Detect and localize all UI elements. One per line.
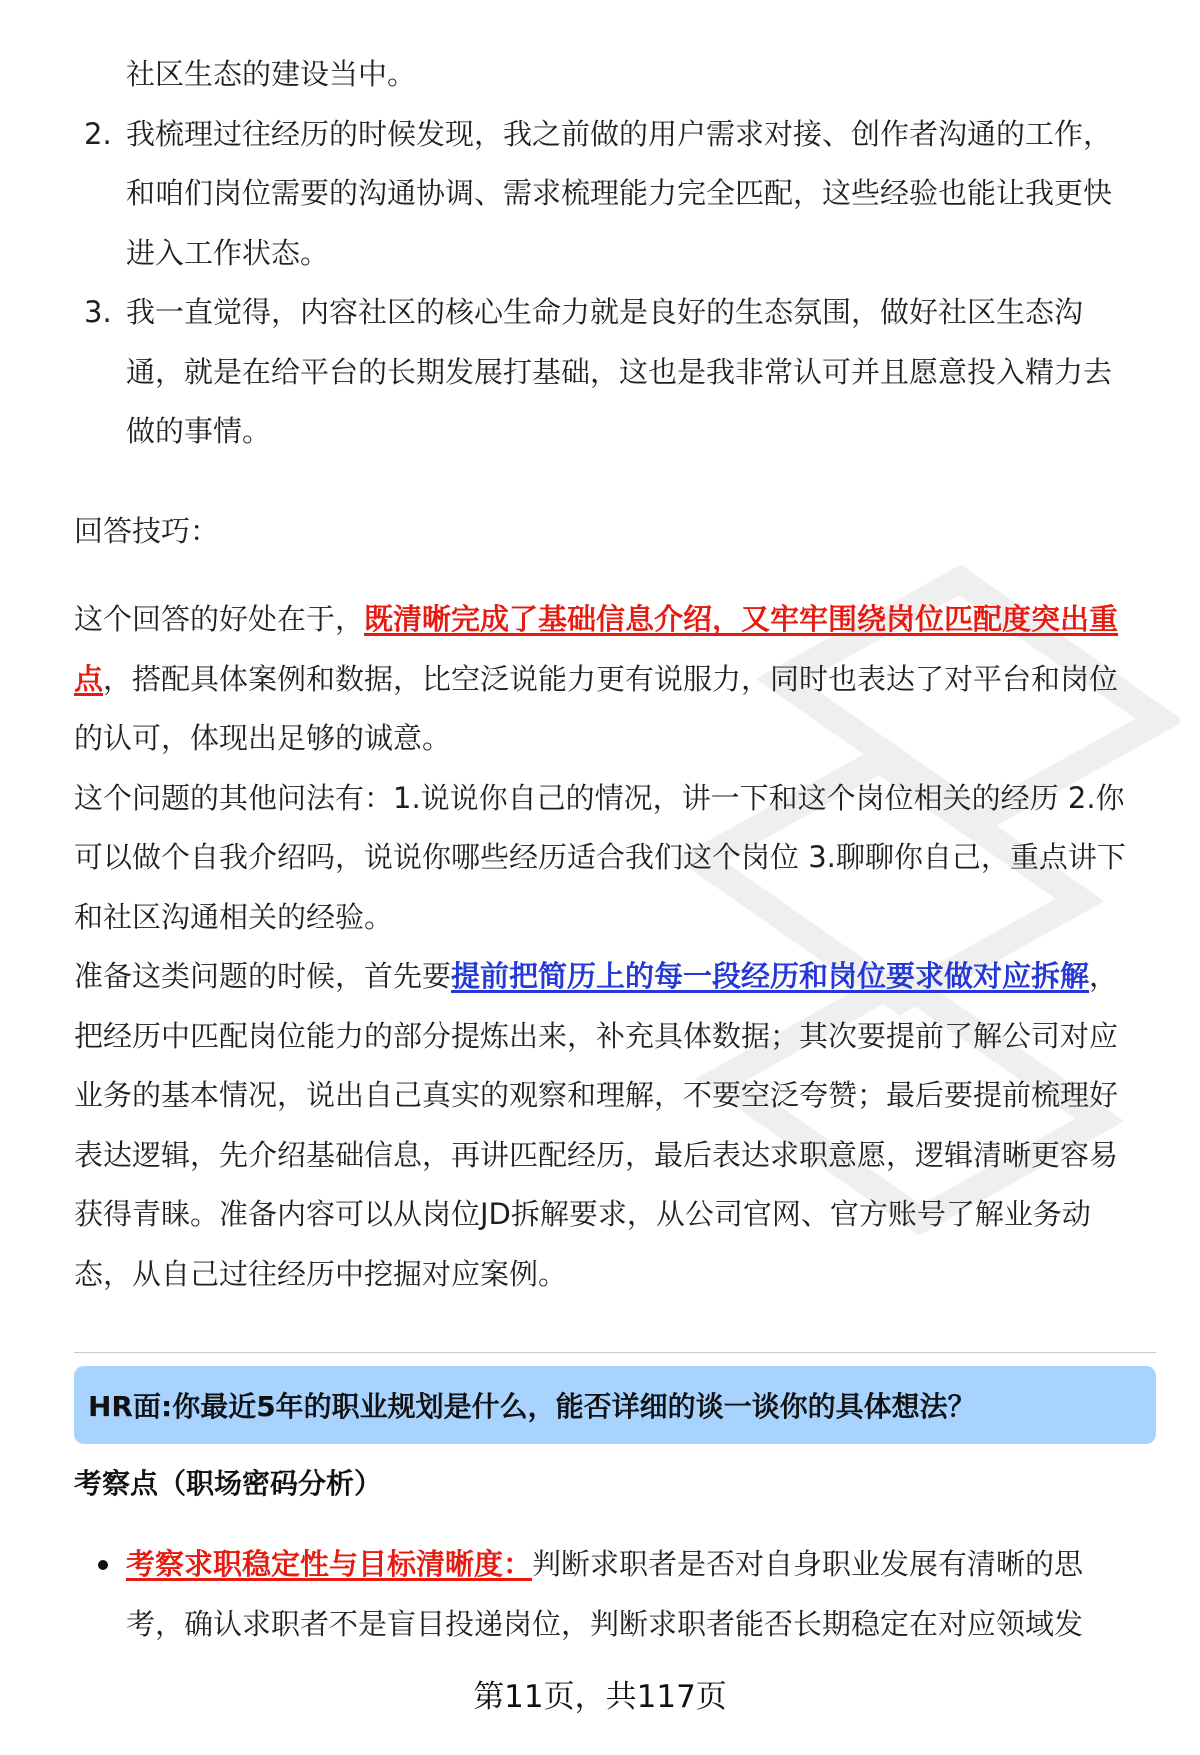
paragraph-line: 可以做个自我介绍吗，说说你哪些经历适合我们这个岗位 3.聊聊你自己，重点讲下 — [74, 840, 1126, 874]
question-title: HR面:你最近5年的职业规划是什么，能否详细的谈一谈你的具体想法？ — [88, 1390, 976, 1423]
section-divider — [74, 1352, 1156, 1353]
paragraph-line: 获得青睐。准备内容可以从岗位JD拆解要求，从公司官网、官方账号了解业务动 — [74, 1197, 1091, 1231]
text-run: ， — [1089, 959, 1119, 993]
list-item-line: 我一直觉得，内容社区的核心生命力就是良好的生态氛围，做好社区生态沟 — [126, 295, 1084, 329]
paragraph-line: 的认可，体现出足够的诚意。 — [74, 721, 452, 755]
paragraph-line: 把经历中匹配岗位能力的部分提炼出来，补充具体数据；其次要提前了解公司对应 — [74, 1018, 1119, 1053]
list-item-line: 做的事情。 — [126, 414, 272, 448]
analysis-subtitle: 考察点（职场密码分析） — [74, 1467, 383, 1500]
text-run: 这个回答的好处在于， — [74, 602, 365, 636]
highlight-red: 既清晰完成了基础信息介绍，又牢牢围绕岗位匹配度突出重 — [364, 602, 1119, 636]
list-item — [74, 1535, 1150, 1654]
page-number: 第11页，共117页 — [473, 1679, 727, 1715]
paragraph-line — [126, 1535, 1150, 1595]
paragraph-line: 业务的基本情况，说出自己真实的观察和理解，不要空泛夸赞；最后要提前梳理好 — [74, 1078, 1119, 1112]
question-heading-box — [74, 1366, 1156, 1444]
list-item — [74, 283, 1150, 462]
tips-title: 回答技巧： — [74, 514, 220, 548]
bullet-icon — [98, 1560, 108, 1570]
text-run: 准备这类问题的时候，首先要 — [74, 959, 452, 993]
highlight-red: 点 — [74, 661, 104, 696]
tips-section — [74, 502, 1150, 562]
paragraph-line: 态，从自己过往经历中挖掘对应案例。 — [74, 1256, 568, 1291]
list-item — [74, 105, 1150, 284]
paragraph-line: 和社区沟通相关的经验。 — [74, 899, 394, 934]
paragraph-line: 表达逻辑，先介绍基础信息，再讲匹配经历，最后表达求职意愿，逻辑清晰更容易 — [74, 1137, 1119, 1172]
paragraph-line — [74, 650, 1150, 710]
paragraph-line: 这个问题的其他问法有：1.说说你自己的情况，讲一下和这个岗位相关的经历 2.你 — [74, 780, 1125, 815]
list-item-line: 社区生态的建设当中。 — [126, 57, 417, 91]
highlight-blue: 提前把简历上的每一段经历和岗位要求做对应拆解 — [451, 959, 1090, 993]
highlight-red: 考察求职稳定性与目标清晰度： — [126, 1547, 533, 1581]
list-item-line: 进入工作状态。 — [126, 235, 330, 270]
text-run: ，搭配具体案例和数据，比空泛说能力更有说服力，同时也表达了对平台和岗位 — [103, 661, 1119, 696]
list-item-line: 和咱们岗位需要的沟通协调、需求梳理能力完全匹配，这些经验也能让我更快 — [126, 176, 1113, 210]
text-run: 判断求职者是否对自身职业发展有清晰的思 — [532, 1547, 1084, 1581]
list-item-line: 通，就是在给平台的长期发展打基础，这也是我非常认可并且愿意投入精力去 — [126, 354, 1113, 389]
paragraph-line — [74, 590, 1150, 650]
list-item-line: 我梳理过往经历的时候发现，我之前做的用户需求对接、创作者沟通的工作， — [126, 116, 1113, 151]
tips-body — [74, 590, 1150, 1304]
paragraph-line: 考，确认求职者不是盲目投递岗位，判断求职者能否长期稳定在对应领域发 — [126, 1606, 1084, 1641]
list-number: 3. — [84, 295, 112, 329]
bullet-list — [74, 1535, 1150, 1654]
list-item — [74, 45, 1150, 105]
paragraph-line — [74, 947, 1150, 1007]
numbered-list — [74, 45, 1150, 462]
list-number: 2. — [84, 116, 112, 151]
